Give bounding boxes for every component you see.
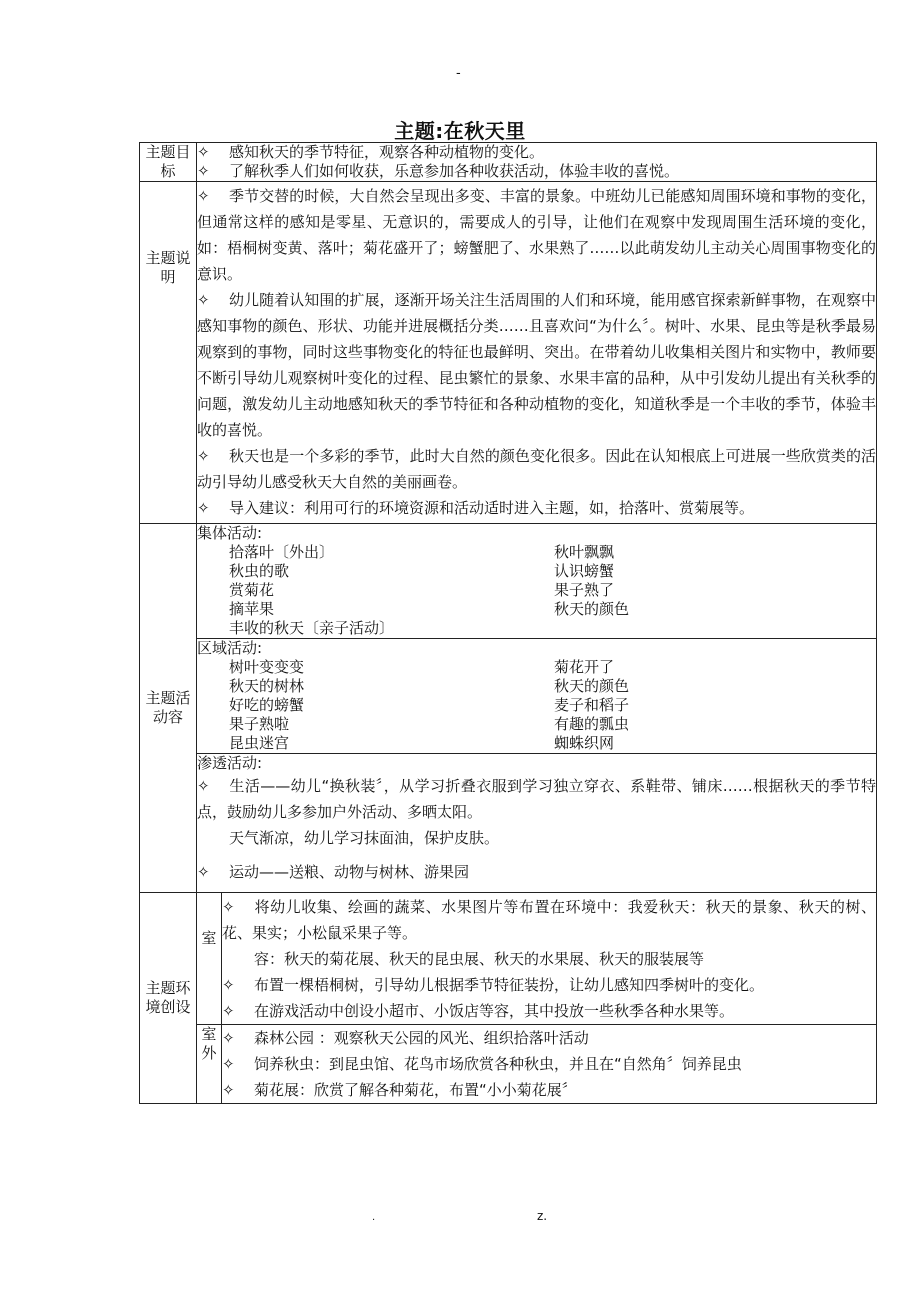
- goal-item: [197, 143, 876, 162]
- activities-label: 主题活动容: [140, 524, 197, 893]
- area-activities: [197, 639, 877, 754]
- activity-item: 昆虫迷宫: [229, 734, 290, 752]
- bullet-icon: ✧: [197, 187, 210, 205]
- group-title: 集体活动:: [197, 524, 263, 542]
- indoor-item: [222, 894, 876, 946]
- paragraph-text: 在游戏活动中创设小超市、小饭店等容，其中投放一些秋季各种水果等。: [254, 1002, 735, 1020]
- activity-item: 麦子和稻子: [554, 696, 630, 714]
- activity-item: 认识螃蟹: [554, 562, 615, 580]
- bullet-icon: ✧: [222, 898, 235, 916]
- infiltrate-title: 渗透活动:: [197, 754, 263, 772]
- activity-item: 秋天的树林: [229, 677, 305, 695]
- environment-inner-table: [197, 893, 876, 1103]
- goal-row: [140, 143, 877, 182]
- activity-item: 菊花开了: [554, 658, 615, 676]
- bullet-icon: ✧: [197, 447, 210, 465]
- bullet-icon: ✧: [197, 162, 210, 180]
- paragraph-text: 幼儿随着认知围的扩展，逐渐开场关注生活周围的人们和环境，能用感官探索新鲜事物，在观察中感知事物的颜色、形状、功能并进展概括分类……且喜欢问“为什么〞。树叶、水果、昆虫等是秋季最易观察到的事物，同时这些事物变化的特征也最鲜明、突出。在带着幼儿收集相关图片和实物中，教师要不断引导幼儿观察树叶变化的过程、昆虫繁忙的景象、水果丰富的品种，从中引发幼儿提出有关秋季的问题，激发幼儿主动地感知秋天的季节特征和各种动植物的变化，知道秋季是一个丰收的季节，体验丰收的喜悦。: [197, 291, 876, 439]
- activity-item: 树叶变变变: [229, 658, 305, 676]
- paragraph-text: 布置一棵梧桐树，引导幼儿根据季节特征装扮，让幼儿感知四季树叶的变化。: [254, 976, 765, 994]
- activity-item: 秋天的颜色: [554, 677, 630, 695]
- environment-label: 主题环境创设: [140, 893, 197, 1104]
- infiltrate-activities: [197, 754, 877, 893]
- activity-pair: [197, 734, 876, 753]
- activity-pair: [197, 696, 876, 715]
- activity-pair: [197, 600, 876, 619]
- description-content: [197, 182, 877, 524]
- indoor-content: [222, 893, 877, 1025]
- activity-pair: [197, 562, 876, 581]
- activity-pair: [197, 715, 876, 734]
- goal-label: 主题目标: [140, 143, 197, 182]
- activity-item: 摘苹果: [229, 600, 275, 618]
- paragraph-text: 饲养秋虫：到昆虫馆、花鸟市场欣赏各种秋虫，并且在“自然角〞饲养昆虫: [254, 1055, 742, 1073]
- page-title: 主题:在秋天里: [394, 119, 526, 143]
- infiltrate-weather: 天气渐凉，幼儿学习抹面油，保护皮肤。: [229, 829, 500, 847]
- activities-row: [140, 524, 877, 639]
- paragraph-text: 运动——送粮、动物与树林、游果园: [229, 863, 470, 881]
- outdoor-item: [222, 1025, 876, 1051]
- outdoor-item: [222, 1051, 876, 1077]
- bullet-icon: ✧: [197, 863, 210, 881]
- bullet-icon: ✧: [197, 291, 210, 309]
- activity-item: 秋天的颜色: [554, 600, 630, 618]
- description-paragraph: [197, 183, 876, 287]
- infiltrate-sport: [197, 859, 876, 885]
- paragraph-text: 季节交替的时候，大自然会呈现出多变、丰富的景象。中班幼儿已能感知周围环境和事物的变化，但通常这样的感知是零星、无意识的，需要成人的引导，让他们在观察中发现周围生活环境的变化，如：梧桐树变黄、落叶；菊花盛开了；螃蟹肥了、水果熟了……以此萌发幼儿主动关心周围事物变化的意识。: [197, 187, 876, 283]
- footer-left-mark: .: [372, 1212, 376, 1223]
- description-paragraph: [197, 287, 876, 443]
- goal-text: 感知秋天的季节特征，观察各种动植物的变化。: [229, 143, 545, 161]
- activity-pair: [197, 677, 876, 696]
- theme-table: [139, 142, 877, 1104]
- outdoor-label: 室外: [197, 1025, 222, 1104]
- description-paragraph: [197, 495, 876, 521]
- paragraph-text: 生活——幼儿“换秋装〞，从学习折叠衣服到学习独立穿衣、系鞋带、铺床……根据秋天的季节特点，鼓励幼儿多参加户外活动、多晒太阳。: [197, 777, 876, 821]
- infiltrate-row: [140, 754, 877, 893]
- activity-item: 蜘蛛织网: [554, 734, 615, 752]
- area-title: 区域活动:: [197, 639, 263, 657]
- indoor-row: [197, 893, 876, 1025]
- activity-item: 好吃的螃蟹: [229, 696, 305, 714]
- outdoor-row: [197, 1025, 876, 1104]
- activity-item: 有趣的瓢虫: [554, 715, 630, 733]
- goal-text: 了解秋季人们如何收获，乐意参加各种收获活动，体验丰收的喜悦。: [229, 162, 680, 180]
- activity-item: 果子熟了: [554, 581, 615, 599]
- infiltrate-life: [197, 773, 876, 825]
- outdoor-item: [222, 1077, 876, 1103]
- paragraph-text: 将幼儿收集、绘画的蔬菜、水果图片等布置在环境中：我爱秋天：秋天的景象、秋天的树、花、果实；小松鼠采果子等。: [222, 898, 876, 942]
- indoor-item-cont: 容：秋天的菊花展、秋天的昆虫展、秋天的水果展、秋天的服装展等: [254, 950, 705, 968]
- bullet-icon: ✧: [222, 1002, 235, 1020]
- paragraph-text: 森林公园 ：观察秋天公园的风光、组织拾落叶活动: [254, 1029, 589, 1047]
- description-row: [140, 182, 877, 524]
- environment-row: [140, 893, 877, 1104]
- bullet-icon: ✧: [197, 499, 210, 517]
- activity-item: 赏菊花: [229, 581, 275, 599]
- bullet-icon: ✧: [222, 1081, 235, 1099]
- header-mark: -: [456, 66, 461, 81]
- group-activities: [197, 524, 877, 639]
- indoor-label: 室: [201, 929, 217, 947]
- activity-item: 秋虫的歌: [229, 562, 290, 580]
- activity-pair: [197, 581, 876, 600]
- goal-item: [197, 162, 876, 181]
- footer-right-mark: z.: [537, 1209, 548, 1223]
- bullet-icon: ✧: [197, 143, 210, 161]
- indoor-item: [222, 972, 876, 998]
- activity-item: 拾落叶〔外出〕: [229, 543, 335, 561]
- paragraph-text: 菊花展：欣赏了解各种菊花，布置“小小菊花展〞: [254, 1081, 577, 1099]
- environment-content: [197, 893, 877, 1104]
- bullet-icon: ✧: [197, 777, 210, 795]
- goal-content: [197, 143, 877, 182]
- activity-item: 丰收的秋天〔亲子活动〕: [229, 619, 395, 637]
- bullet-icon: ✧: [222, 1029, 235, 1047]
- activity-item: 果子熟啦: [229, 715, 290, 733]
- area-activities-row: [140, 639, 877, 754]
- paragraph-text: 导入建议：利用可行的环境资源和活动适时进入主题，如，拾落叶、赏菊展等。: [229, 499, 755, 517]
- outdoor-content: [222, 1025, 877, 1104]
- paragraph-text: 秋天也是一个多彩的季节，此时大自然的颜色变化很多。因此在认知根底上可进展一些欣赏类的活动引导幼儿感受秋天大自然的美丽画卷。: [197, 447, 876, 491]
- bullet-icon: ✧: [222, 1055, 235, 1073]
- activity-pair: [197, 658, 876, 677]
- indoor-item: [222, 998, 876, 1024]
- activity-item: 秋叶飘飘: [554, 543, 615, 561]
- description-label: 主题说明: [140, 182, 197, 524]
- bullet-icon: ✧: [222, 976, 235, 994]
- activity-pair: [197, 543, 876, 562]
- description-paragraph: [197, 443, 876, 495]
